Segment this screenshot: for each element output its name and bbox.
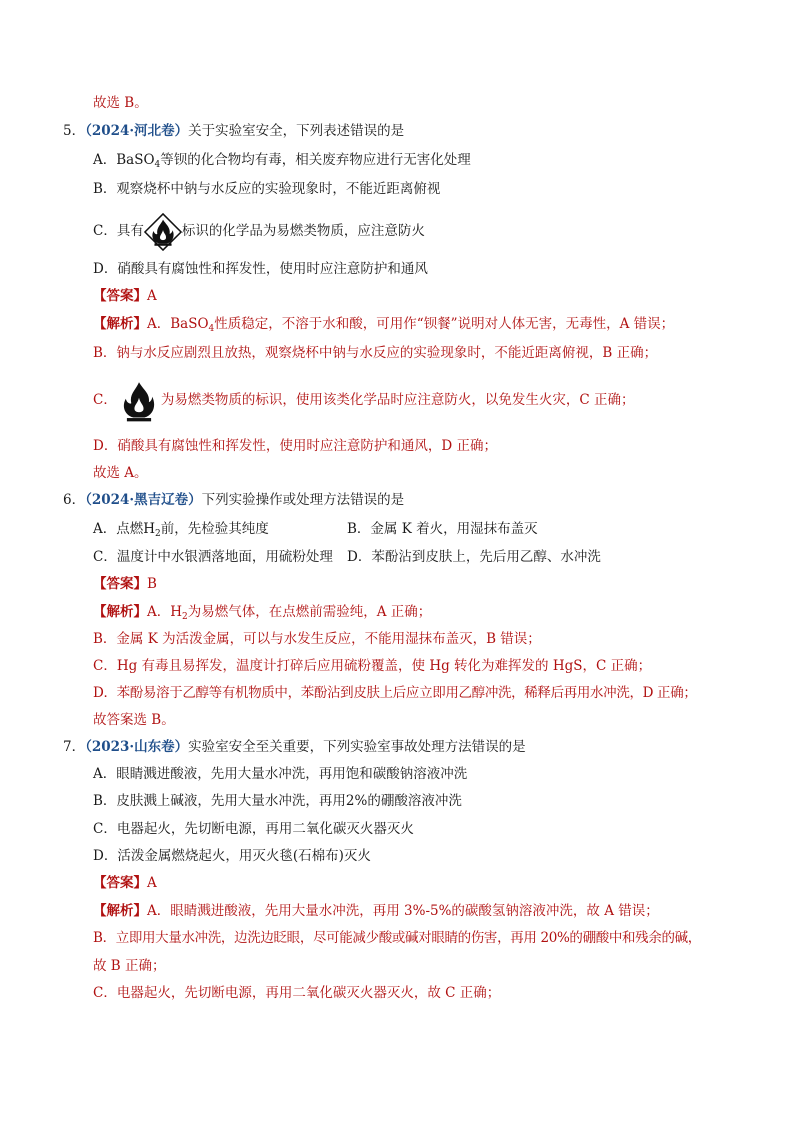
q5-analysis-b: B．钠与水反应剧烈且放热，观察烧杯中钠与水反应的实验现象时，不能近距离俯视，B 正确； [93, 345, 658, 361]
q5-option-a-subscript: 4 [154, 160, 161, 170]
q6-analysis-b: B．金属 K 为活泼金属，可以与水发生反应，不能用湿抹布盖灭，B 错误； [93, 631, 541, 647]
q6-analysis-a-subscript: 2 [182, 612, 188, 622]
q7-answer [93, 874, 157, 892]
q7-answer-value: A [147, 875, 157, 891]
q5-option-d: D．硝酸具有腐蚀性和挥发性，使用时应注意防护和通风 [93, 261, 428, 277]
q5-option-c-prefix: C．具有 [93, 223, 144, 239]
q7-source: （2023·山东卷） [85, 739, 189, 755]
q5-answer-value: A [147, 288, 157, 304]
q5-answer-tag: 【答案】 [93, 288, 147, 304]
q7-stem: 实验室安全至关重要，下列实验室事故处理方法错误的是 [188, 739, 526, 755]
q7-number: 7． [63, 739, 86, 755]
q6-option-d: D．苯酚沾到皮肤上，先后用乙醇、水冲洗 [347, 549, 601, 565]
q5-analysis-c [93, 378, 634, 423]
q5-conclusion: 故选 A。 [93, 465, 148, 481]
q7-analysis-a [93, 902, 659, 920]
q6-analysis-d: D．苯酚易溶于乙醇等有机物质中，苯酚沾到皮肤上后应立即用乙醇冲洗，稀释后再用水冲洗，D 正确； [93, 685, 697, 701]
q7-analysis-b: B．立即用大量水冲洗，边洗边眨眼，尽可能减少酸或碱对眼睛的伤害，再用 20%的硼酸中和残余的碱， [93, 930, 701, 946]
q6-option-a [93, 520, 269, 540]
q5-analysis-a-text: 性质稳定，不溶于水和酸，可用作“钡餐”说明对人体无害，无毒性，A 错误； [214, 316, 675, 332]
q7-answer-tag: 【答案】 [93, 875, 147, 891]
q6-analysis-a [93, 603, 431, 623]
q5-analysis-a-subscript: 4 [208, 324, 215, 334]
q7-option-c: C．电器起火，先切断电源，再用二氧化碳灭火器灭火 [93, 821, 414, 837]
q7-analysis-c: C．电器起火，先切断电源，再用二氧化碳灭火器灭火，故 C 正确； [93, 985, 501, 1001]
q7-analysis-b-continued: 故 B 正确； [93, 958, 166, 974]
q7-stem-line [63, 738, 526, 756]
q6-option-a-prefix: A．点燃 [93, 521, 144, 537]
q7-option-a: A．眼睛溅进酸液，先用大量水冲洗，再用饱和碳酸钠溶液冲洗 [93, 766, 468, 782]
q6-option-a-text: 前，先检验其纯度 [160, 521, 269, 537]
q7-option-d: D．活泼金属燃烧起火，用灭火毯(石棉布)灭火 [93, 848, 371, 864]
q5-analysis-a-formula: BaSO [170, 316, 209, 332]
q5-analysis-a-prefix: A． [147, 316, 171, 332]
q5-analysis-c-text: 为易燃类物质的标识，使用该类化学品时应注意防火，以免发生火灾，C 正确； [160, 392, 635, 408]
q5-option-a-prefix: A． [93, 152, 117, 168]
q6-answer-tag: 【答案】 [93, 576, 147, 592]
q5-stem-line [63, 122, 404, 140]
q6-option-c: C．温度计中水银洒落地面，用硫粉处理 [93, 549, 333, 565]
q6-analysis-tag: 【解析】 [93, 604, 147, 620]
q6-option-a-subscript: 2 [155, 529, 161, 539]
q5-option-a [93, 151, 471, 171]
q6-answer [93, 575, 157, 593]
q5-analysis-tag: 【解析】 [93, 316, 147, 332]
q5-answer [93, 287, 157, 305]
flammable-symbol-icon [117, 379, 161, 423]
q7-analysis-tag: 【解析】 [93, 903, 147, 919]
q6-answer-value: B [147, 576, 157, 592]
q6-stem-line [63, 491, 404, 509]
q6-option-a-formula: H [143, 521, 156, 537]
q5-source: （2024·河北卷） [85, 123, 189, 139]
q7-analysis-a-text: A．眼睛溅进酸液，先用大量水冲洗，再用 3%-5%的碳酸氢钠溶液冲洗，故 A 错误； [147, 903, 659, 919]
q7-option-b: B．皮肤溅上碱液，先用大量水冲洗，再用2%的硼酸溶液冲洗 [93, 793, 462, 809]
q5-option-c-text: 标识的化学品为易燃类物质，应注意防火 [181, 223, 425, 239]
q5-analysis-a [93, 315, 674, 335]
q5-analysis-d: D．硝酸具有腐蚀性和挥发性，使用时应注意防护和通风，D 正确； [93, 438, 497, 454]
q5-option-a-text: 等钡的化合物均有毒，相关废弃物应进行无害化处理 [160, 152, 471, 168]
q6-source: （2024·黑吉辽卷） [85, 492, 202, 508]
q6-analysis-a-prefix: A．H [147, 604, 183, 620]
flammable-hazard-icon [144, 213, 182, 251]
q6-option-b: B．金属 K 着火，用湿抹布盖灭 [347, 521, 538, 537]
q6-analysis-a-text: 为易燃气体，在点燃前需验纯，A 正确； [187, 604, 432, 620]
q5-option-c [93, 212, 425, 251]
q5-analysis-c-prefix: C． [93, 392, 117, 408]
q5-stem: 关于实验室安全，下列表述错误的是 [188, 123, 405, 139]
q4-conclusion: 故选 B。 [93, 95, 148, 111]
q6-analysis-c: C．Hg 有毒且易挥发，温度计打碎后应用硫粉覆盖，使 Hg 转化为难挥发的 HgS，C 正确； [93, 658, 652, 674]
q6-number: 6． [63, 492, 86, 508]
q5-number: 5． [63, 123, 86, 139]
q5-option-b: B．观察烧杯中钠与水反应的实验现象时，不能近距离俯视 [93, 181, 441, 197]
q6-stem: 下列实验操作或处理方法错误的是 [201, 492, 405, 508]
q5-option-a-formula: BaSO [116, 152, 155, 168]
q6-conclusion: 故答案选 B。 [93, 712, 175, 728]
